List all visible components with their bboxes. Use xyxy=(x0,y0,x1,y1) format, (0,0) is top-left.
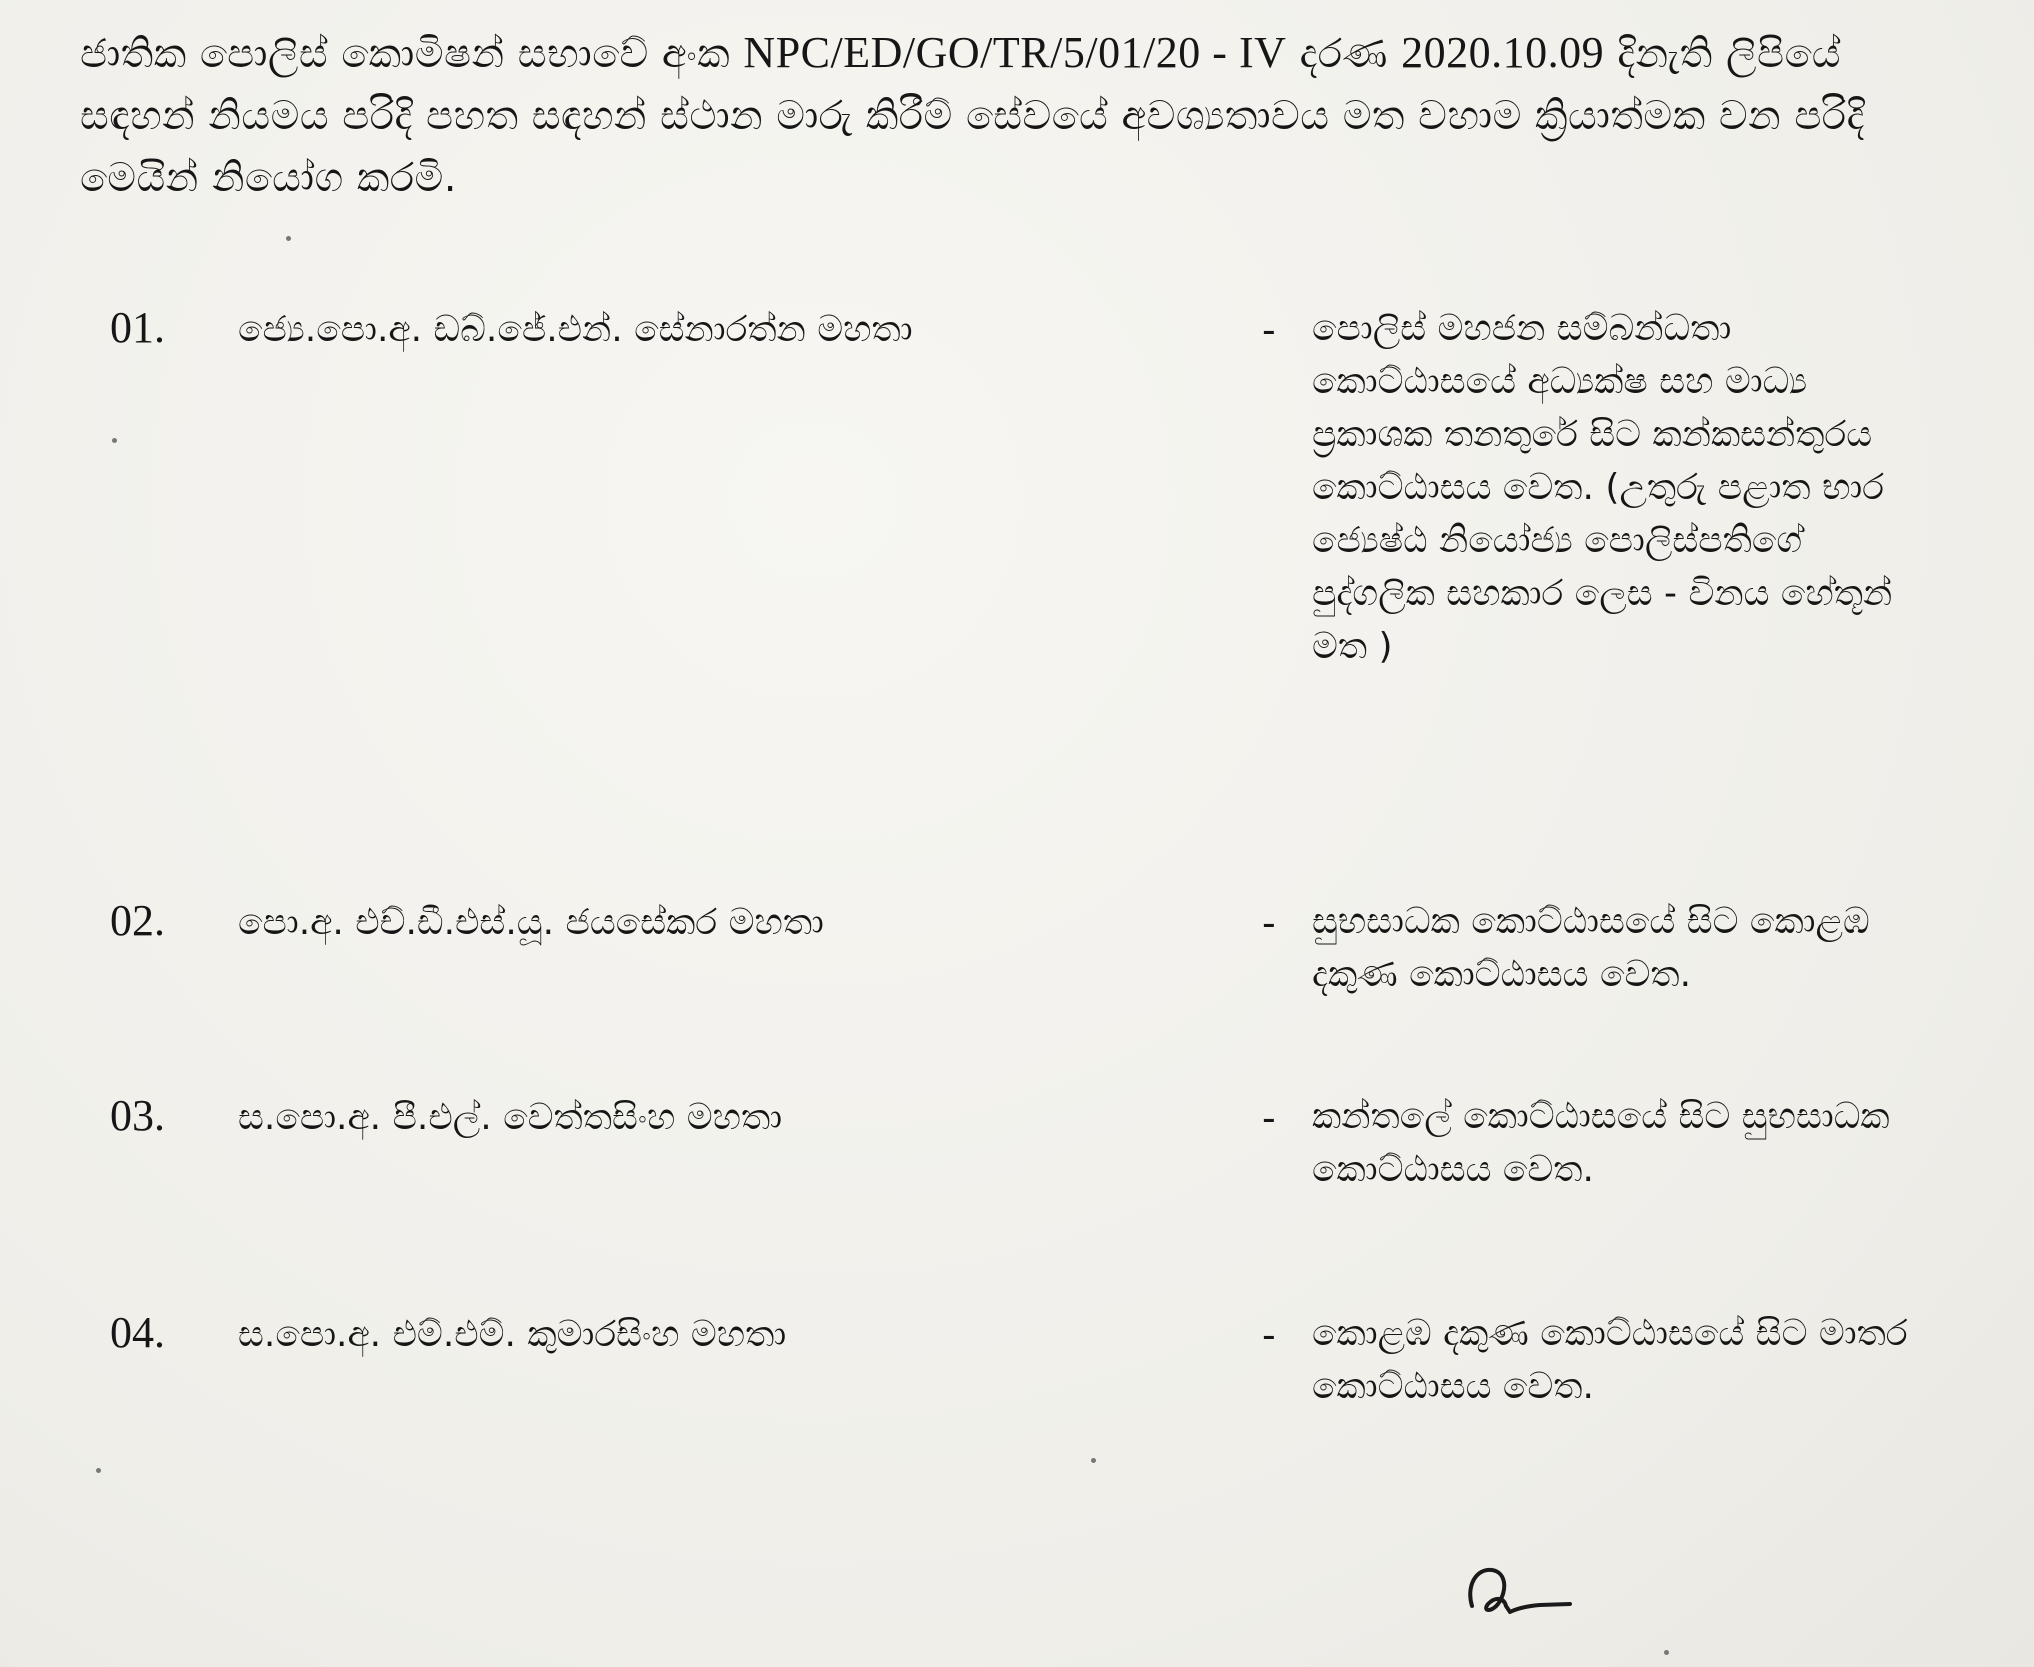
intro-text-part2: දරණ xyxy=(1286,31,1402,77)
paper-speck xyxy=(96,1468,101,1473)
paper-speck xyxy=(1091,1458,1096,1463)
officer-name: පො.අ. එච්.ඩී.එස්.යූ. ජයසේකර මහතා xyxy=(238,902,824,943)
entry-dash: - xyxy=(1262,308,1276,352)
intro-text-part3: දිනැති ලිපියේ සඳහන් නියමය පරිදි පහත සඳහන් ස්ථාන මාරු කිරීම් සේවයේ අවශ්‍යතාවය මත වහාම ක්‍රියාත්මක වන පරිදි මෙයින් නියෝග කරමි. xyxy=(80,31,1865,201)
paper-speck xyxy=(286,236,291,241)
paper-speck xyxy=(1664,1650,1669,1655)
entry-dash: - xyxy=(1262,1313,1276,1357)
entry-number: 04. xyxy=(110,1308,165,1357)
officer-name: ජ්‍යෙ.පො.අ. ඩබ්.ජේ.එන්. සේනාරත්න මහතා xyxy=(238,309,913,350)
transfer-destination: සුභසාධක කොට්ඨාසයේ සිට කොළඹ දකුණ කොට්ඨාසය වෙත. xyxy=(1312,901,1870,995)
intro-paragraph xyxy=(80,22,1950,209)
intro-text-part1: ජාතික පොලිස් කොමිෂන් සභාවේ අංක xyxy=(80,31,744,77)
officer-name: ස.පො.අ. එම්.එම්. කුමාරසිංහ මහතා xyxy=(238,1314,787,1355)
transfer-destination: කොළඹ දකුණ කොට්ඨාසයේ සිට මාතර කොට්ඨාසය වෙත. xyxy=(1312,1313,1908,1407)
entry-number: 03. xyxy=(110,1091,165,1140)
entry-dash: - xyxy=(1262,901,1276,945)
entry-number: 01. xyxy=(110,303,165,352)
signature-mark xyxy=(1458,1556,1578,1626)
paper-speck xyxy=(112,438,117,443)
reference-number: NPC/ED/GO/TR/5/01/20 - IV xyxy=(743,28,1287,77)
entry-number: 02. xyxy=(110,896,165,945)
letter-date: 2020.10.09 xyxy=(1401,28,1605,77)
officer-name: ස.පො.අ. පී.එල්. වෙත්තසිංහ මහතා xyxy=(238,1097,783,1138)
entry-dash: - xyxy=(1262,1096,1276,1140)
transfer-destination: පොලිස් මහජන සම්බන්ධතා කොට්ඨාසයේ අධ්‍යක්ෂ සහ මාධ්‍ය ප්‍රකාශක තනතුරේ සිට කන්කසන්තුරය කොට්ඨාසය වෙත. (උතුරු පළාත භාර ජ්‍යෙෂ්ඨ නියෝජ්‍ය පොලිස්පතිගේ පුද්ගලික සහකාර ලෙස - විනය හේතූන් මත ) xyxy=(1312,308,1893,667)
transfer-destination: කන්තලේ කොට්ඨාසයේ සිට සුභසාධක කොට්ඨාසය වෙත. xyxy=(1312,1096,1890,1190)
